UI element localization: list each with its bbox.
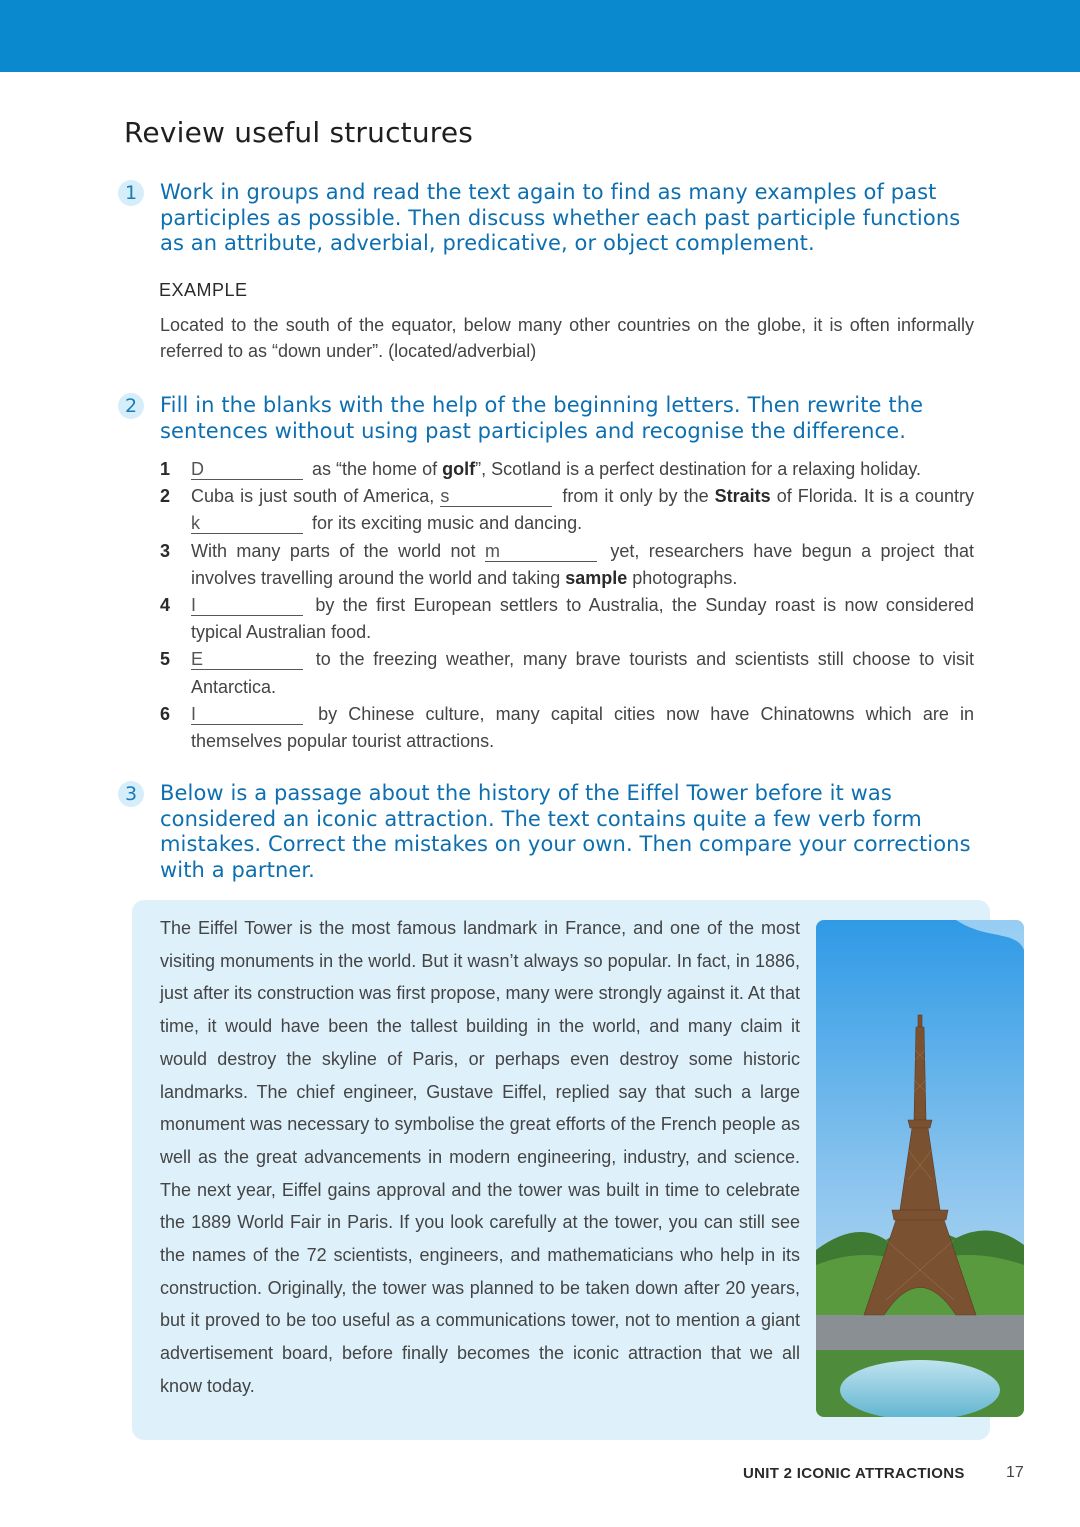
task-number: 2 — [118, 393, 144, 419]
eiffel-tower-photo — [816, 920, 1024, 1417]
task-number: 1 — [118, 180, 144, 206]
page-number: 17 — [1006, 1464, 1024, 1481]
task-number: 3 — [118, 781, 144, 807]
task-instruction: Below is a passage about the history of the Eiffel Tower before it was considered an iconic attraction. The text contains quite a few verb form mistakes. Correct the mistakes on your own. Then compare your corrections with a partner. — [160, 781, 971, 882]
answer-blank[interactable]: I — [191, 595, 303, 616]
task-3 — [118, 781, 978, 883]
list-item: 6 I by Chinese culture, many capital cities now have Chinatowns which are in themselves popular tourist attractions. — [160, 701, 974, 755]
answer-blank[interactable]: D — [191, 459, 303, 480]
item-number: 1 — [160, 459, 171, 479]
item-number: 4 — [160, 595, 171, 616]
item-number: 3 — [160, 540, 171, 561]
example-text: Located to the south of the equator, below many other countries on the globe, it is often informally referred to as “down under”. (located/adverbial) — [160, 315, 974, 361]
item-number: 2 — [160, 486, 171, 507]
task-instruction: Fill in the blanks with the help of the beginning letters. Then rewrite the sentences without using past participles and recognise the difference. — [160, 393, 924, 443]
footer-unit: UNIT 2 ICONIC ATTRACTIONS — [743, 1465, 965, 1482]
passage-text: The Eiffel Tower is the most famous landmark in France, and one of the most visiting monuments in the world. But it wasn’t always so popular. In fact, in 1886, just after its construction was first propose, many were strongly against it. At that time, it would have been the tallest building in the world, and many claim it would destroy the skyline of Paris, or perhaps even destroy some historic landmarks. The chief engineer, Gustave Eiffel, replied say that such a large monument was necessary to symbolise the great efforts of the French people as well as the great advancements in modern engineering, industry, and science. The next year, Eiffel gains approval and the tower was built in time to celebrate the 1889 World Fair in Paris. If you look carefully at the tower, you can still see the names of the 72 scientists, engineers, and mathematicians who help in its construction. Originally, the tower was planned to be taken down after 20 years, but it proved to be too useful as a communications tower, not to mention a giant advertisement board, before finally becomes the iconic attraction that we all know today. — [160, 918, 800, 1396]
list-item: 3 With many parts of the world not m yet, researchers have begun a project that involves travelling around the world and taking sample photographs. — [160, 538, 974, 592]
answer-blank[interactable]: k — [191, 513, 303, 534]
fill-in-list — [160, 456, 974, 755]
task-1 — [118, 180, 978, 257]
answer-blank[interactable]: m — [485, 541, 597, 562]
item-number: 5 — [160, 649, 171, 670]
header-bar — [0, 0, 1080, 72]
item-number: 6 — [160, 703, 171, 724]
answer-blank[interactable]: s — [440, 486, 552, 507]
task-2 — [118, 393, 978, 444]
answer-blank[interactable]: E — [191, 649, 303, 670]
list-item: 4 I by the first European settlers to Australia, the Sunday roast is now considered typical Australian food. — [160, 592, 974, 646]
task-instruction: Work in groups and read the text again to find as many examples of past participles as possible. Then discuss whether each past participle functions as an attribute, adverbial, predicative, or object complement. — [160, 180, 961, 255]
section-title: Review useful structures — [124, 116, 474, 149]
example-label: EXAMPLE — [159, 280, 248, 300]
answer-blank[interactable]: I — [191, 704, 303, 725]
list-item: 5 E to the freezing weather, many brave tourists and scientists still choose to visit Antarctica. — [160, 646, 974, 700]
list-item: 1 D as “the home of golf”, Scotland is a perfect destination for a relaxing holiday. — [160, 456, 974, 483]
list-item: 2 Cuba is just south of America, s from it only by the Straits of Florida. It is a country k for its exciting music and dancing. — [160, 483, 974, 537]
